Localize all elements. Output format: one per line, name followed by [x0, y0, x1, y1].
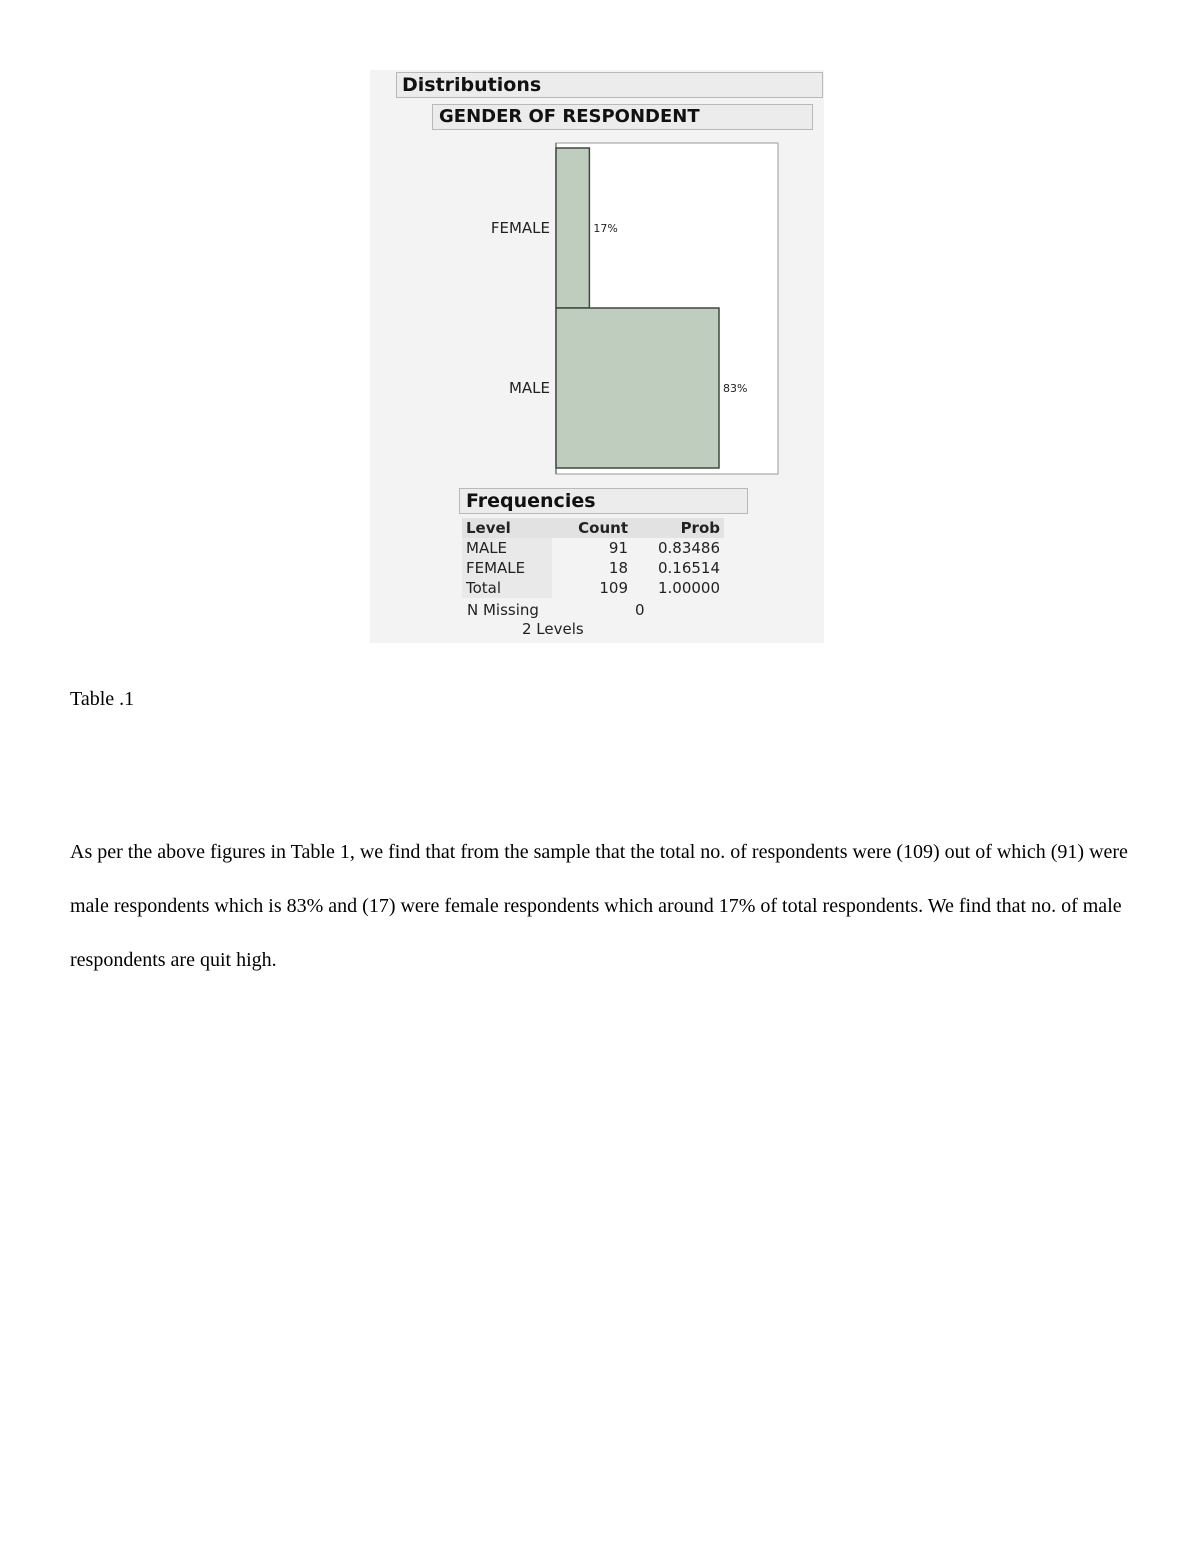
category-label-female: FEMALE [490, 219, 550, 237]
row-prob: 0.16514 [657, 559, 720, 577]
column-header-count: Count [552, 518, 632, 538]
row-level: FEMALE [462, 558, 552, 578]
row-prob: 0.83486 [657, 539, 720, 557]
n-missing-value: 0 [635, 601, 645, 619]
table-row [462, 578, 724, 598]
frequencies-header[interactable]: Frequencies [459, 488, 748, 514]
row-level: MALE [462, 538, 552, 558]
column-header-level: Level [462, 518, 552, 538]
row-count: 91 [608, 539, 628, 557]
variable-header[interactable]: GENDER OF RESPONDENT [432, 104, 813, 130]
table-caption: Table .1 [70, 688, 135, 710]
value-label-female: 17% [593, 222, 618, 235]
frequencies-table [462, 518, 724, 598]
row-level: Total [462, 578, 552, 598]
jmp-report-panel [370, 70, 824, 643]
table-row [462, 558, 724, 578]
table-row [462, 538, 724, 558]
row-prob: 1.00000 [657, 579, 720, 597]
row-count: 18 [608, 559, 628, 577]
body-paragraph: As per the above figures in Table 1, we find that from the sample that the total no. of respondents were (109) out of which (91) were male respondents which is 83% and (17) were female respondents which around 17% of total respondents. We find that no. of male respondents are quit high. [70, 841, 1128, 971]
category-label-male: MALE [508, 379, 550, 397]
n-missing-label: N Missing [467, 601, 539, 619]
table-header-row [462, 518, 724, 538]
value-label-male: 83% [723, 382, 748, 395]
bar-male[interactable] [556, 308, 719, 468]
row-count: 109 [599, 579, 628, 597]
bar-female[interactable] [556, 148, 589, 308]
gender-bar-chart [370, 70, 824, 480]
distributions-header[interactable]: Distributions [396, 72, 823, 98]
levels-count: 2 Levels [522, 620, 584, 638]
column-header-prob: Prob [632, 518, 724, 538]
